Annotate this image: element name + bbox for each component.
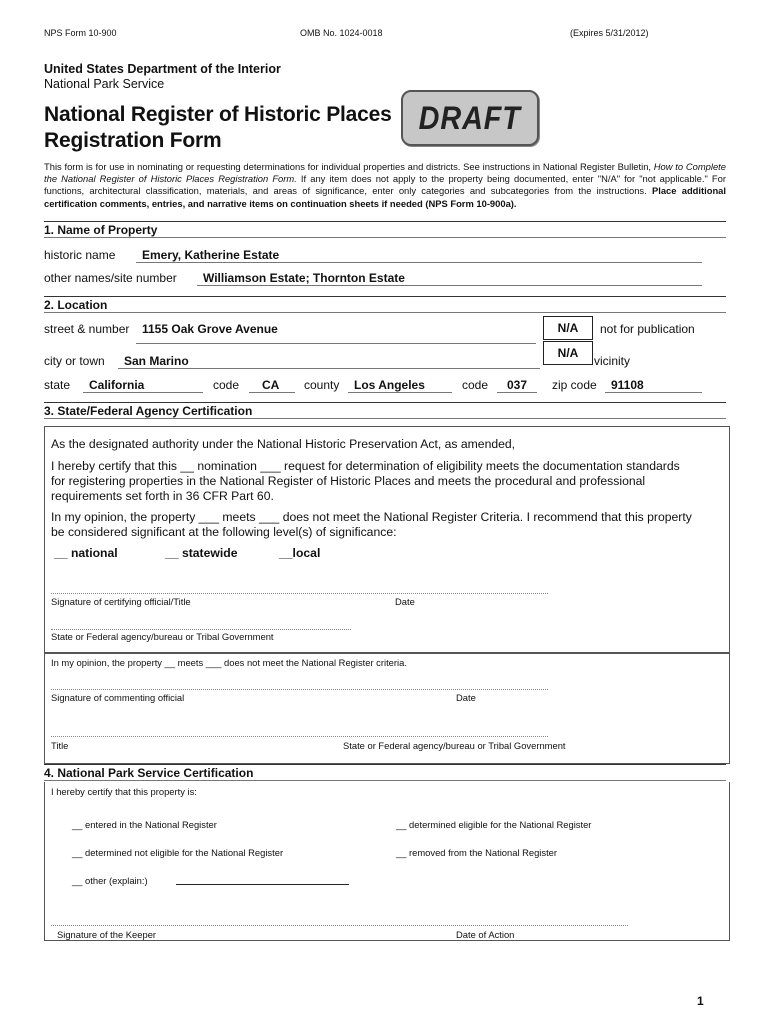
option-determined-eligible[interactable]: __ determined eligible for the National Register [396, 819, 592, 830]
omb-number: OMB No. 1024-0018 [300, 28, 383, 38]
certifying-date-label: Date [395, 596, 415, 607]
county-field[interactable]: Los Angeles [354, 378, 425, 392]
instructions-bold: Place additional certification comments, entries, and narrative items on continuation sheets if needed (NPS Form 10-900a). [44, 185, 727, 209]
field-underline [605, 392, 702, 393]
section-divider [44, 312, 726, 313]
zip-label: zip code [552, 378, 597, 392]
section2-heading: 2. Location [44, 298, 108, 312]
commenting-title-label: Title [51, 740, 69, 751]
draft-stamp [401, 90, 539, 146]
certify-line-2: for registering properties in the National Register of Historic Places and meets the procedural and professional [51, 474, 646, 488]
opinion-line-2: be considered significant at the following level(s) of significance: [51, 525, 397, 539]
section4-heading: 4. National Park Service Certification [44, 766, 254, 780]
field-underline [136, 343, 536, 344]
county-label: county [304, 378, 340, 392]
instructions-text-1: This form is for use in nominating or requesting determinations for individual properties and districts. See instructions in National Register Bulletin, [44, 161, 654, 172]
opinion-line-1: In my opinion, the property ___ meets ___ does not meet the National Register Criteria. I recommend that this property [51, 510, 692, 524]
other-names-label: other names/site number [44, 271, 177, 285]
commenting-agency-label: State or Federal agency/bureau or Tribal Government [343, 740, 566, 751]
historic-name-label: historic name [44, 248, 116, 262]
form-number: NPS Form 10-900 [44, 28, 117, 38]
section-divider [44, 780, 726, 781]
service-name: National Park Service [44, 77, 165, 91]
field-underline [249, 392, 295, 393]
section-divider [44, 237, 726, 238]
section-divider [44, 296, 726, 297]
field-underline [348, 392, 452, 393]
commenting-opinion: In my opinion, the property __ meets ___ does not meet the National Register criteria. [51, 657, 407, 668]
form-title-line2: Registration Form [44, 129, 222, 152]
section3-heading: 3. State/Federal Agency Certification [44, 404, 253, 418]
county-code-label: code [462, 378, 489, 392]
county-code-field[interactable]: 037 [507, 378, 528, 392]
certify-line-3: requirements set forth in 36 CFR Part 60. [51, 489, 274, 503]
option-removed[interactable]: __ removed from the National Register [396, 847, 558, 858]
form-title-line1: National Register of Historic Places [44, 103, 392, 126]
certifying-signature-label: Signature of certifying official/Title [51, 596, 191, 607]
agency-line[interactable] [51, 629, 351, 630]
keeper-signature-label: Signature of the Keeper [57, 929, 157, 940]
level-local-option[interactable]: __local [279, 546, 321, 560]
field-underline [136, 262, 702, 263]
section-divider [44, 764, 726, 765]
other-explain-field[interactable] [176, 884, 349, 885]
instructions-text-2: If any item does not apply to the property being documented, enter "N/A" for "not applicable." For functions, architectural classification, materials, and areas of significance, enter only categories and subcategories from the instructions. [44, 173, 726, 197]
field-underline [497, 392, 537, 393]
field-underline [197, 285, 702, 286]
bulletin-title: How to Complete the National Register of Historic Places Registration Form. [44, 161, 726, 185]
historic-name-field[interactable]: Emery, Katherine Estate [142, 248, 280, 262]
action-date-label: Date of Action [456, 929, 515, 940]
section-divider [44, 221, 726, 222]
certify-line-1: I hereby certify that this __ nomination ___ request for determination of eligibility meets the documentation standards [51, 459, 680, 473]
field-underline [83, 392, 203, 393]
instructions-paragraph [44, 161, 726, 210]
vicinity-box[interactable]: N/A [543, 341, 593, 365]
city-field[interactable]: San Marino [124, 354, 189, 368]
state-code-field[interactable]: CA [262, 378, 280, 392]
commenting-signature-label: Signature of commenting official [51, 692, 185, 703]
section-divider [44, 418, 726, 419]
department-name: United States Department of the Interior [44, 62, 281, 76]
city-label: city or town [44, 354, 105, 368]
other-names-field[interactable]: Williamson Estate; Thornton Estate [203, 271, 405, 285]
nps-certify-intro: I hereby certify that this property is: [51, 786, 197, 797]
expiration-date: (Expires 5/31/2012) [570, 28, 649, 38]
zip-field[interactable]: 91108 [611, 378, 644, 392]
not-for-publication-box[interactable]: N/A [543, 316, 593, 340]
vicinity-label: vicinity [594, 354, 631, 368]
authority-statement: As the designated authority under the National Historic Preservation Act, as amended, [51, 437, 516, 451]
signature-line[interactable] [51, 593, 548, 594]
section1-heading: 1. Name of Property [44, 223, 158, 237]
commenting-date-label: Date [456, 692, 476, 703]
option-entered[interactable]: __ entered in the National Register [72, 819, 217, 830]
draft-stamp-text: DRAFT [418, 99, 522, 136]
level-national-option[interactable]: __ national [54, 546, 118, 560]
street-label: street & number [44, 322, 130, 336]
title-line[interactable] [51, 736, 548, 737]
field-underline [118, 368, 540, 369]
keeper-signature-line[interactable] [51, 925, 628, 926]
option-not-eligible[interactable]: __ determined not eligible for the National Register [72, 847, 284, 858]
signature-line[interactable] [51, 689, 548, 690]
option-other[interactable]: __ other (explain:) [72, 875, 148, 886]
certifying-agency-label: State or Federal agency/bureau or Tribal Government [51, 631, 274, 642]
page-number: 1 [697, 994, 704, 1008]
state-field[interactable]: California [89, 378, 145, 392]
nps-certification-panel [44, 782, 730, 941]
not-for-publication-label: not for publication [600, 322, 695, 336]
section-divider [44, 402, 726, 403]
street-field[interactable]: 1155 Oak Grove Avenue [142, 322, 278, 336]
state-code-label: code [213, 378, 240, 392]
state-label: state [44, 378, 71, 392]
level-statewide-option[interactable]: __ statewide [165, 546, 238, 560]
